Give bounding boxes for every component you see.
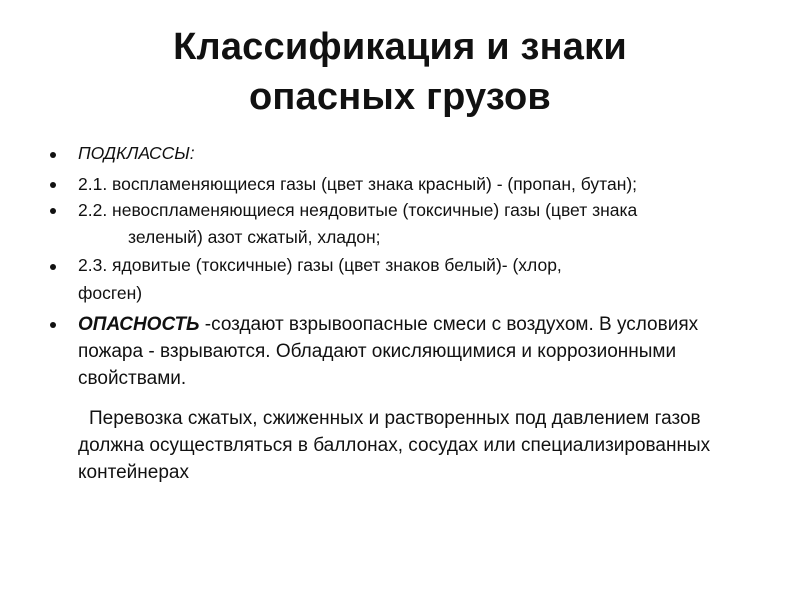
subclasses-label: ПОДКЛАССЫ: xyxy=(78,143,195,163)
bullet-item-2-1 xyxy=(48,174,748,195)
slide-title xyxy=(60,22,740,122)
bullet-item-2-3 xyxy=(48,255,748,304)
item-2-3-line-2: фосген) xyxy=(78,283,143,303)
transport-paragraph xyxy=(48,405,748,486)
bullet-dot-icon xyxy=(50,152,56,158)
bullet-dot-icon xyxy=(50,208,56,214)
bullet-danger xyxy=(48,311,748,392)
bullet-item-2-2 xyxy=(48,200,748,221)
slide-content xyxy=(48,143,748,486)
bullet-subclasses xyxy=(48,143,748,164)
bullet-dot-icon xyxy=(50,322,56,328)
bullet-dot-icon xyxy=(50,264,56,270)
bullet-dot-icon xyxy=(50,182,56,188)
item-2-3-line-1: 2.3. ядовитые (токсичные) газы (цвет знаков белый)- (хлор, xyxy=(78,255,562,275)
item-2-1-text: 2.1. воспламеняющиеся газы (цвет знака красный) - (пропан, бутан); xyxy=(78,174,638,194)
danger-label: ОПАСНОСТЬ xyxy=(78,314,200,335)
item-2-2-continuation: зеленый) азот сжатый, хладон; xyxy=(128,227,381,247)
transport-text: Перевозка сжатых, сжиженных и растворенных под давлением газов должна осуществляться в баллонах, сосудах или специализированных контейнерах xyxy=(78,408,711,483)
title-line-2: опасных грузов xyxy=(248,76,551,118)
danger-text: -создают взрывоопасные смеси с воздухом. В условиях пожара - взрываются. Обладают окисляющимися и коррозионными свойствами. xyxy=(78,314,699,389)
item-2-2-text: 2.2. невоспламеняющиеся неядовитые (токсичные) газы (цвет знака xyxy=(78,200,638,220)
title-line-1: Классификация и знаки xyxy=(173,26,627,68)
